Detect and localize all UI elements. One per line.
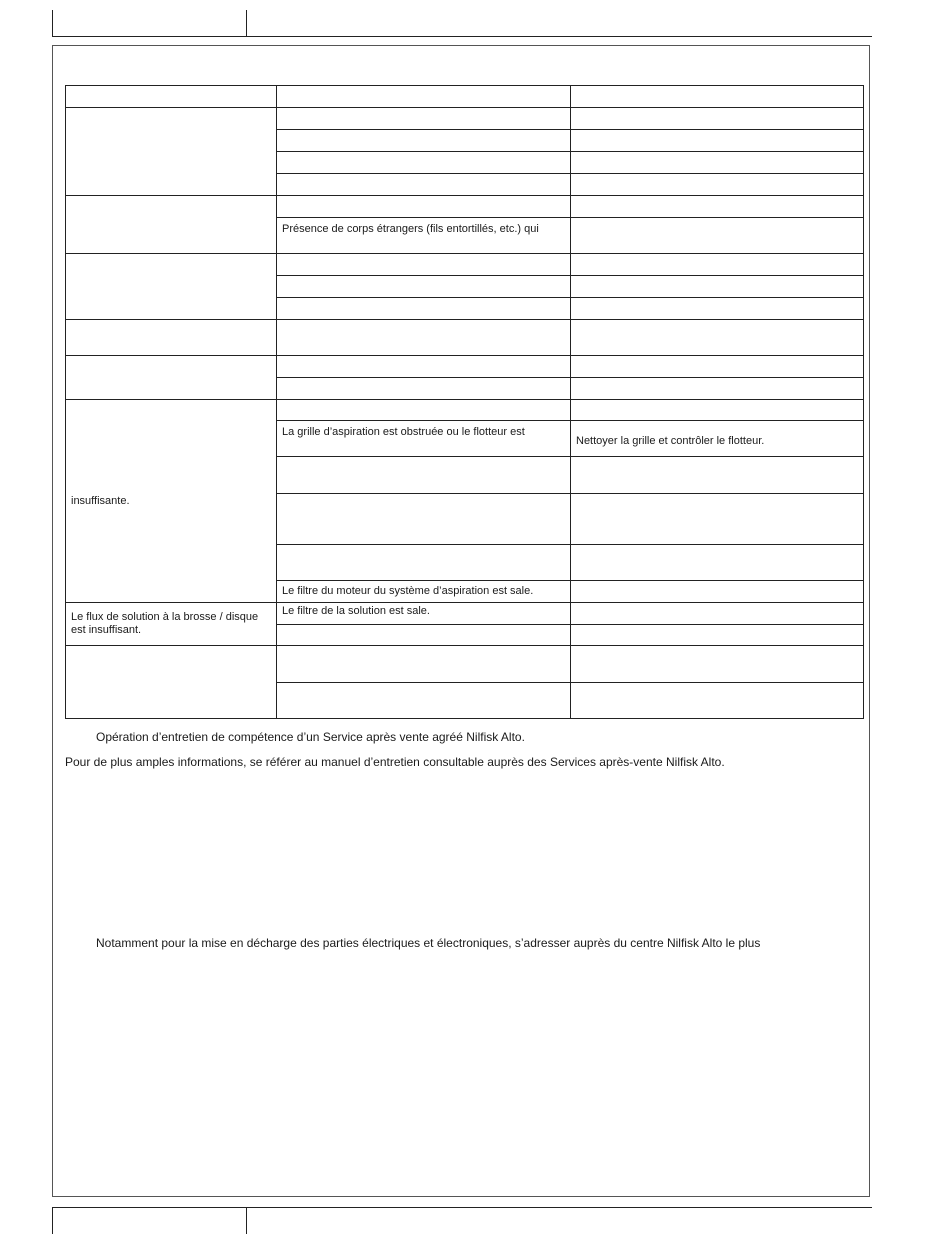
footer-tick-left <box>52 1207 53 1234</box>
remedy-grille: Nettoyer la grille et contrôler le flotteur. <box>571 421 864 457</box>
remedy-cell <box>571 400 864 421</box>
header-cell <box>571 86 864 108</box>
cause-cell <box>277 152 571 174</box>
header-tick-mid <box>246 10 247 37</box>
cause-cell <box>277 646 571 683</box>
remedy-cell <box>571 625 864 646</box>
troubleshooting-table <box>65 85 864 719</box>
remedy-cell <box>571 218 864 254</box>
fault-cell <box>66 356 277 400</box>
cause-cell <box>277 625 571 646</box>
cause-cell <box>277 108 571 130</box>
fault-suction-insufficient <box>66 400 277 603</box>
footer-rule <box>52 1207 872 1208</box>
table-row <box>66 646 864 683</box>
header-cell <box>277 86 571 108</box>
remedy-cell <box>571 581 864 603</box>
remedy-cell <box>571 254 864 276</box>
cause-solution-filter: Le filtre de la solution est sale. <box>277 603 571 625</box>
fault-cell <box>66 320 277 356</box>
cause-cell <box>277 298 571 320</box>
remedy-cell <box>571 603 864 625</box>
remedy-cell <box>571 320 864 356</box>
header-cell <box>66 86 277 108</box>
table-row <box>66 196 864 218</box>
manual-note: Pour de plus amples informations, se référer au manuel d’entretien consultable auprès des Services après-vente Nilfisk Alto. <box>65 755 725 769</box>
remedy-cell <box>571 152 864 174</box>
table-header-row <box>66 86 864 108</box>
cause-cell <box>277 196 571 218</box>
cause-cell <box>277 254 571 276</box>
cause-cell <box>277 378 571 400</box>
remedy-cell <box>571 545 864 581</box>
footer-tick-mid <box>246 1207 247 1234</box>
cause-motor-filter: Le filtre du moteur du système d’aspiration est sale. <box>277 581 571 603</box>
remedy-cell <box>571 378 864 400</box>
remedy-cell <box>571 683 864 719</box>
fault-solution-flow: Le flux de solution à la brosse / disque est insuffisant. <box>66 603 277 646</box>
remedy-cell <box>571 646 864 683</box>
table-row <box>66 400 864 421</box>
service-note: Opération d’entretien de compétence d’un Service après vente agréé Nilfisk Alto. <box>96 730 525 744</box>
remedy-cell <box>571 130 864 152</box>
cause-cell <box>277 174 571 196</box>
fault-cell <box>66 646 277 719</box>
remedy-cell <box>571 174 864 196</box>
remedy-cell <box>571 276 864 298</box>
cause-foreign-bodies: Présence de corps étrangers (fils entortillés, etc.) qui <box>277 218 571 254</box>
table-row <box>66 603 864 625</box>
header-rule <box>52 36 872 37</box>
table-row <box>66 254 864 276</box>
table-row <box>66 356 864 378</box>
table-row <box>66 108 864 130</box>
remedy-cell <box>571 196 864 218</box>
cause-cell <box>277 545 571 581</box>
cause-cell <box>277 400 571 421</box>
fault-cell <box>66 254 277 320</box>
fault-suction-suffix: insuffisante. <box>71 494 130 507</box>
cause-cell <box>277 457 571 494</box>
cause-grille: La grille d’aspiration est obstruée ou le flotteur est <box>277 421 571 457</box>
remedy-cell <box>571 494 864 545</box>
remedy-cell <box>571 298 864 320</box>
cause-cell <box>277 276 571 298</box>
header-tick-left <box>52 10 53 37</box>
remedy-cell <box>571 457 864 494</box>
remedy-cell <box>571 108 864 130</box>
cause-cell <box>277 494 571 545</box>
cause-cell <box>277 683 571 719</box>
remedy-cell <box>571 356 864 378</box>
cause-cell <box>277 130 571 152</box>
table-row <box>66 320 864 356</box>
fault-cell <box>66 196 277 254</box>
cause-cell <box>277 356 571 378</box>
fault-cell <box>66 108 277 196</box>
cause-cell <box>277 320 571 356</box>
disposal-note: Notamment pour la mise en décharge des parties électriques et électroniques, s’adresser auprès du centre Nilfisk Alto le plus <box>96 936 761 950</box>
